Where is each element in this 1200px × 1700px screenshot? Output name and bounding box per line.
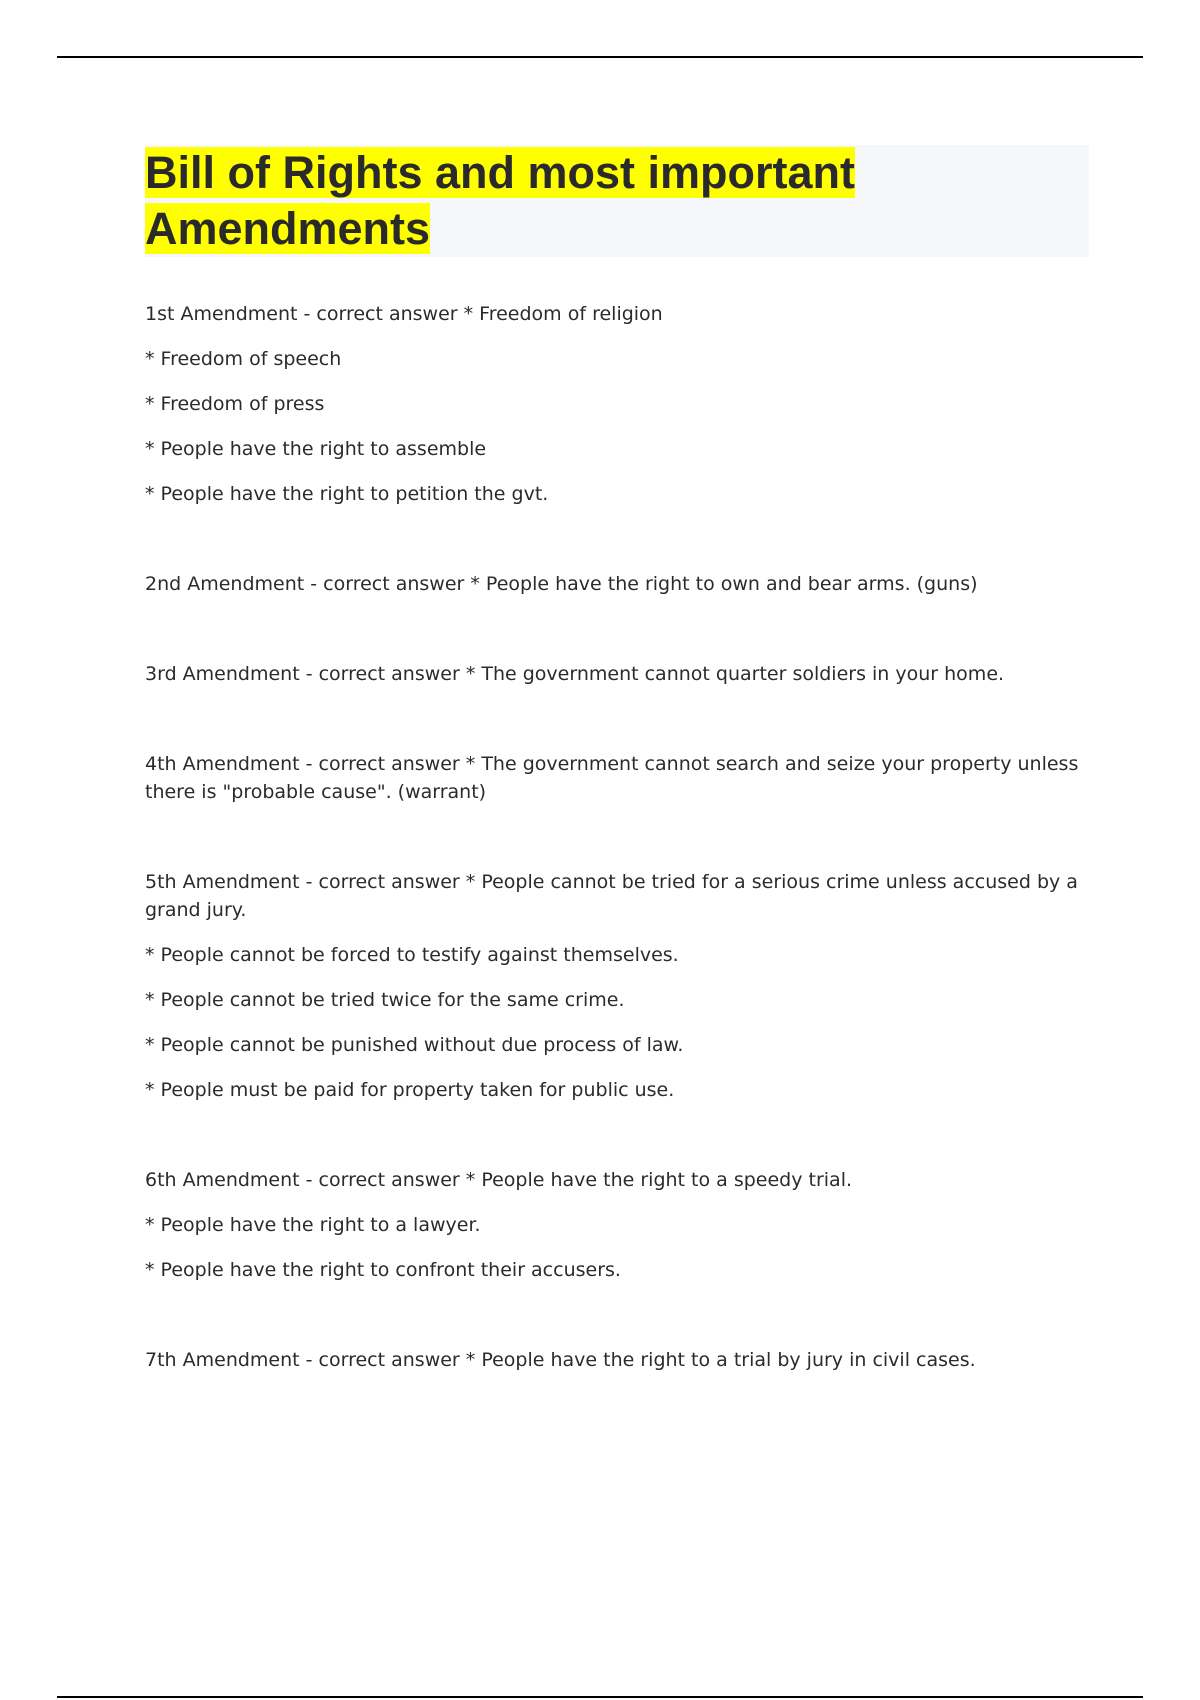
entry-line: * Freedom of press xyxy=(145,393,325,415)
entry-line: * People cannot be tried twice for the same crime. xyxy=(145,989,625,1011)
entry-line: 4th Amendment - correct answer * The government cannot search and seize your property unless there is "probable cause". (warrant) xyxy=(145,753,1079,803)
entry-line: * People have the right to assemble xyxy=(145,438,487,460)
document-title xyxy=(145,145,1089,257)
entry-line: 3rd Amendment - correct answer * The government cannot quarter soldiers in your home. xyxy=(145,663,1005,685)
entry-line: 5th Amendment - correct answer * People cannot be tried for a serious crime unless accused by a grand jury. xyxy=(145,871,1078,921)
entry-line: 6th Amendment - correct answer * People have the right to a speedy trial. xyxy=(145,1169,853,1191)
amendment-entry-5 xyxy=(145,868,1089,1104)
entry-line: * People have the right to petition the gvt. xyxy=(145,483,549,505)
amendment-entry-1 xyxy=(145,300,1089,508)
entry-line: 1st Amendment - correct answer * Freedom of religion xyxy=(145,303,663,325)
amendment-entry-3 xyxy=(145,660,1089,688)
entry-line: * People have the right to a lawyer. xyxy=(145,1214,481,1236)
entry-line: 7th Amendment - correct answer * People have the right to a trial by jury in civil cases. xyxy=(145,1349,976,1371)
page-header-rule xyxy=(57,56,1143,58)
entry-line: * People cannot be forced to testify against themselves. xyxy=(145,944,679,966)
document-title-line-2: Amendments xyxy=(145,203,431,254)
document-body xyxy=(145,300,1089,1374)
title-block xyxy=(145,145,1089,257)
amendment-entry-6 xyxy=(145,1166,1089,1284)
amendment-entry-4 xyxy=(145,750,1089,806)
document-title-line-1: Bill of Rights and most important xyxy=(145,147,855,198)
entry-line: 2nd Amendment - correct answer * People have the right to own and bear arms. (guns) xyxy=(145,573,978,595)
amendment-entry-7 xyxy=(145,1346,1089,1374)
entry-line: * Freedom of speech xyxy=(145,348,342,370)
entry-line: * People must be paid for property taken for public use. xyxy=(145,1079,675,1101)
entry-line: * People cannot be punished without due process of law. xyxy=(145,1034,684,1056)
page-footer-rule xyxy=(57,1696,1143,1698)
amendment-entry-2 xyxy=(145,570,1089,598)
entry-line: * People have the right to confront their accusers. xyxy=(145,1259,621,1281)
